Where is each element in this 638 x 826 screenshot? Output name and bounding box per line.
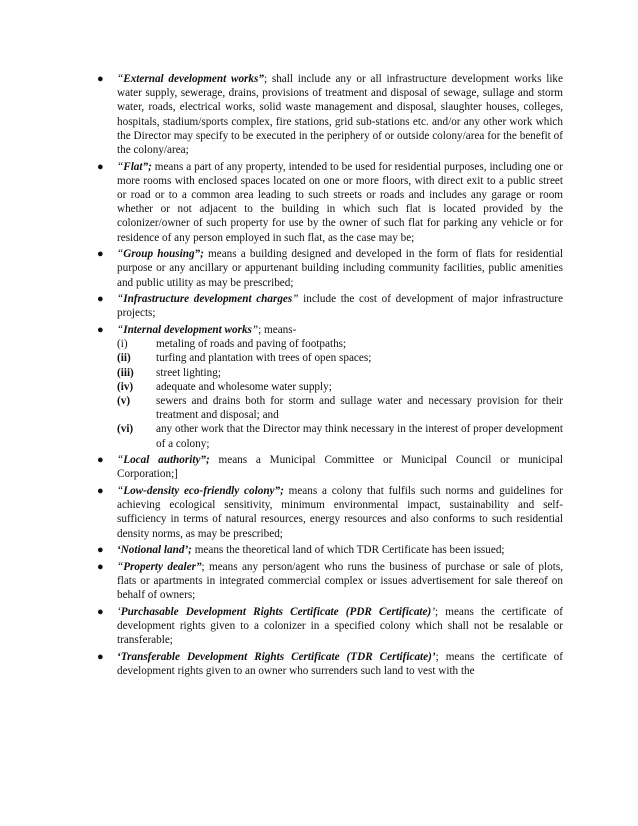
definitions-list: [0, 72, 638, 681]
defined-term: Group housing”;: [123, 248, 204, 261]
defined-term: ‘Transferable Development Rights Certificate (TDR Certificate): [117, 650, 432, 663]
sub-item: [117, 337, 563, 351]
definition-property-dealer: [97, 560, 563, 603]
open-quote: “: [117, 73, 124, 85]
sub-item: [117, 351, 563, 365]
sub-item-number: (i): [117, 338, 128, 351]
definition-tdr-certificate: [97, 650, 563, 678]
sub-item: [117, 366, 563, 380]
sub-item-number: (ii): [117, 352, 131, 365]
definition-text: means a building designed and developed in the form of flats for residential purpose or any ancillary or appurtenant building including community facilities, public amenities and public utility as may be prescribed;: [117, 248, 563, 289]
definition-text: means a part of any property, intended to be used for residential purposes, including one or more rooms with enclosed spaces located on one or more floors, with direct exit to a public street or road or to a common area leading to such streets or roads and includes any garage or room whether or not adjacent to the building in which such flat is located provided by the colonizer/owner of such property for use by the owner of such flat for parking any vehicle or for residence of any person employed in such flat, as the case may be;: [117, 160, 563, 244]
defined-term: Property dealer”: [123, 560, 202, 573]
defined-term: Flat”;: [123, 160, 152, 173]
sub-item-number: (iv): [117, 380, 134, 393]
bullet-icon: ●: [97, 160, 104, 173]
bullet-icon: ●: [97, 485, 104, 498]
bullet-icon: ●: [97, 293, 104, 306]
close-quote: ’: [431, 605, 435, 618]
definition-text: ; means any person/agent who runs the business of purchase or sale of plots, flats or apartments in integrated commercial complex or issues advertisement for sale thereof on behalf of owners;: [117, 560, 563, 602]
open-quote: “: [117, 293, 124, 306]
sub-item-text: adequate and wholesome water supply;: [156, 380, 332, 393]
definition-text: means the theoretical land of which TDR Certificate has been issued;: [191, 544, 505, 557]
defined-term: Internal development works: [123, 324, 252, 337]
bullet-icon: ●: [97, 324, 104, 337]
close-quote: ”: [292, 293, 299, 306]
definition-text: ; means the certificate of development rights given to a colonizer in a specified colony which shall not be resalable or transferable;: [117, 605, 564, 647]
sub-item-number: (vi): [117, 423, 134, 436]
sub-item-text: street lighting;: [156, 366, 221, 379]
definition-text: ; shall include any or all infrastructure development works like water supply, sewerage, drains, provisions of treatment and disposal of sewage, sullage and storm water, roads, electrical works, solid waste management and disposal, slaughter houses, colleges, hospitals, stadium/sports complex, fire stations, grid sub-stations etc. and/or any other work which the Director may specify to be executed in the periphery of or outside colony/area for the benefit of the colony/area;: [117, 73, 563, 157]
sub-item: [117, 380, 563, 394]
sub-item-text: any other work that the Director may think necessary in the interest of proper development of a colony;: [156, 423, 563, 450]
bullet-icon: ●: [97, 73, 104, 85]
defined-term: ‘Notional land’;: [117, 544, 192, 557]
definition-low-density-eco-friendly-colony: [97, 484, 564, 541]
definition-flat: [97, 160, 563, 245]
open-quote: “: [117, 248, 124, 261]
bullet-icon: ●: [97, 544, 104, 557]
bullet-icon: ●: [97, 560, 104, 573]
defined-term: External development works”: [123, 73, 264, 85]
definition-notional-land: [97, 543, 563, 557]
bullet-icon: ●: [97, 650, 104, 663]
definition-text: ; means-: [258, 324, 297, 337]
definition-internal-development-works: [97, 323, 563, 451]
sub-items-list: [117, 337, 563, 451]
close-quote: ”: [251, 324, 259, 337]
open-quote: “: [117, 560, 124, 573]
definition-text: include the cost of development of major infrastructure projects;: [117, 293, 563, 320]
defined-term: Infrastructure development charges: [123, 293, 293, 306]
sub-item-text: turfing and plantation with trees of open spaces;: [156, 352, 372, 365]
definition-infrastructure-development-charges: [97, 292, 563, 320]
definition-text: means a colony that fulfils such norms and guidelines for achieving ecological sensitivity, minimum environmental impact, sustainability and self-sufficiency in terms of natural resources, energy resources and also conforms to such residential density norms, as may be prescribed;: [117, 485, 564, 540]
sub-item-text: sewers and drains both for storm and sullage water and necessary provision for their treatment and disposal; and: [156, 395, 563, 422]
sub-item: [117, 422, 563, 450]
bullet-icon: ●: [97, 454, 104, 467]
defined-term: Local authority”;: [123, 454, 210, 467]
bullet-icon: ●: [97, 605, 104, 618]
open-quote: “: [117, 160, 124, 173]
definition-group-housing: [97, 247, 563, 290]
sub-item-number: (iii): [117, 366, 134, 379]
open-quote: “: [117, 454, 124, 467]
defined-term: Purchasable Development Rights Certificate (PDR Certificate): [120, 605, 432, 618]
sub-item: [117, 394, 563, 422]
definition-pdr-certificate: [97, 605, 564, 648]
definition-local-authority: [97, 453, 563, 481]
open-quote: ‘: [117, 605, 121, 618]
bullet-icon: ●: [97, 248, 104, 261]
definition-external-development-works: [97, 72, 563, 157]
definition-text: means a Municipal Committee or Municipal Council or municipal Corporation;]: [117, 454, 563, 481]
open-quote: “: [117, 324, 124, 337]
close-quote: ’: [431, 650, 436, 663]
defined-term: Low-density eco-friendly colony”;: [123, 485, 284, 498]
definition-text: ; means the certificate of development rights given to an owner who surrenders such land to vest with the: [117, 650, 563, 678]
sub-item-text: metaling of roads and paving of footpaths;: [156, 338, 347, 351]
sub-item-number: (v): [117, 395, 131, 408]
open-quote: “: [117, 485, 124, 498]
